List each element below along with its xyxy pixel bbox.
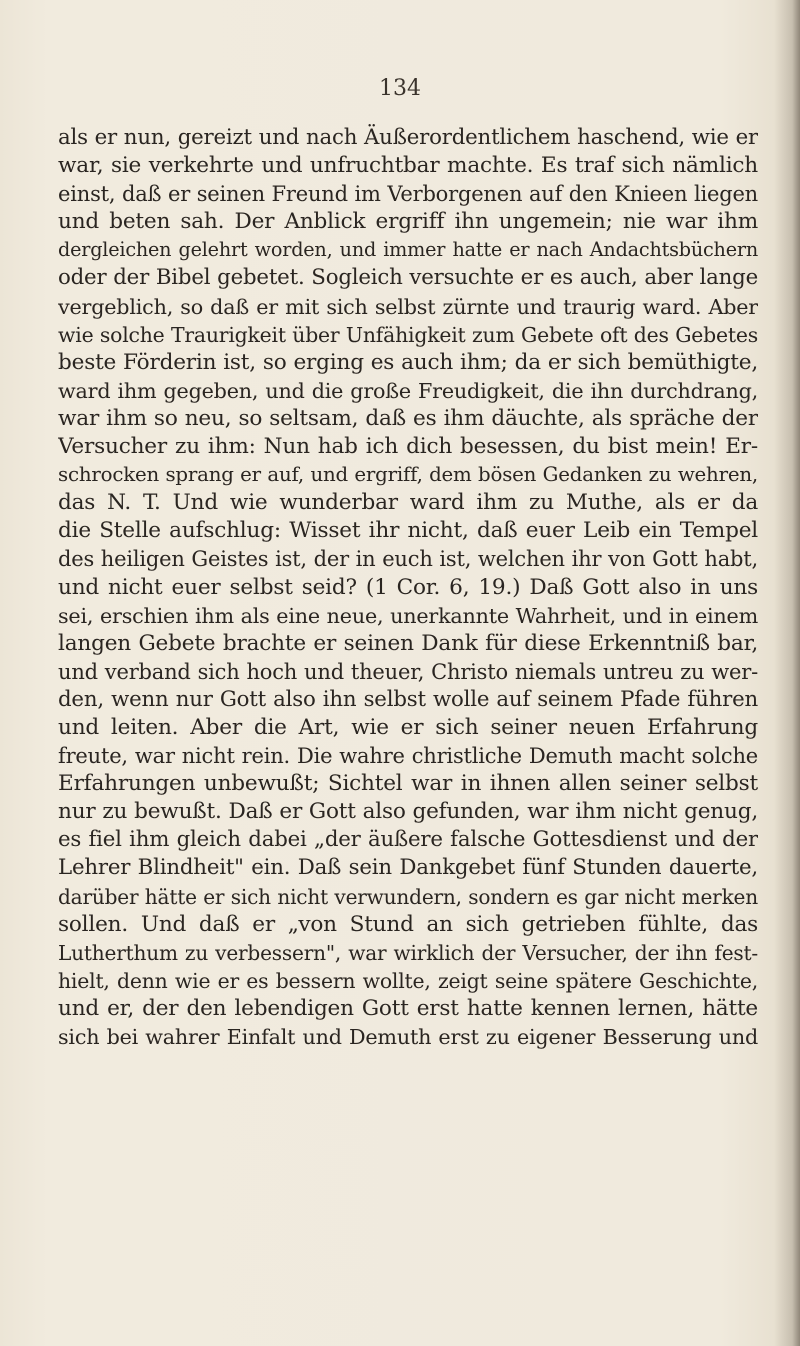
text-line: Versucher zu ihm: Nun hab ich dich besessen, du bist mein! Er- bbox=[58, 434, 758, 460]
text-line: Lehrer Blindheit" ein. Daß sein Dankgebet fünf Stunden dauerte, bbox=[58, 855, 758, 881]
text-line: und nicht euer selbst seid? (1 Cor. 6, 19.) Daß Gott also in uns bbox=[58, 574, 758, 600]
text-line: sich bei wahrer Einfalt und Demuth erst zu eigener Besserung und bbox=[58, 1025, 758, 1049]
text-line: Lutherthum zu verbessern", war wirklich der Versucher, der ihn fest- bbox=[58, 940, 758, 965]
text-line: das N. T. Und wie wunderbar ward ihm zu Muthe, als er da bbox=[58, 490, 758, 516]
text-line: dergleichen gelehrt worden, und immer hatte er nach Andachtsbüchern bbox=[58, 238, 758, 262]
text-line: beste Förderin ist, so erging es auch ihm; da er sich bemüthigte, bbox=[58, 349, 758, 375]
text-line: war ihm so neu, so seltsam, daß es ihm däuchte, als spräche der bbox=[58, 405, 758, 431]
text-line: ward ihm gegeben, und die große Freudigkeit, die ihn durchdrang, bbox=[58, 378, 758, 403]
text-line: und beten sah. Der Anblick ergriff ihn ungemein; nie war ihm bbox=[58, 209, 758, 235]
text-line: darüber hätte er sich nicht verwundern, sondern es gar nicht merken bbox=[58, 884, 758, 909]
text-line: den, wenn nur Gott also ihn selbst wolle auf seinem Pfade führen bbox=[58, 686, 758, 712]
text-line: und er, der den lebendigen Gott erst hatte kennen lernen, hätte bbox=[58, 995, 758, 1021]
text-line: freute, war nicht rein. Die wahre christliche Demuth macht solche bbox=[58, 744, 758, 769]
body-text bbox=[58, 124, 758, 1051]
text-line: sollen. Und daß er „von Stund an sich getrieben fühlte, das bbox=[58, 911, 758, 937]
text-line: hielt, denn wie er es bessern wollte, zeigt seine spätere Geschichte, bbox=[58, 968, 758, 993]
text-line: wie solche Traurigkeit über Unfähigkeit zum Gebete oft des Gebetes bbox=[58, 322, 758, 347]
text-line: vergeblich, so daß er mit sich selbst zürnte und traurig ward. Aber bbox=[58, 294, 758, 319]
page-edge-shadow bbox=[774, 0, 800, 1346]
text-line: einst, daß er seinen Freund im Verborgenen auf den Knieen liegen bbox=[58, 182, 758, 207]
text-line: langen Gebete brachte er seinen Dank für diese Erkenntniß bar, bbox=[58, 630, 758, 656]
text-line: die Stelle aufschlug: Wisset ihr nicht, daß euer Leib ein Tempel bbox=[58, 518, 758, 544]
text-line: oder der Bibel gebetet. Sogleich versuchte er es auch, aber lange bbox=[58, 265, 758, 291]
text-line: sei, erschien ihm als eine neue, unerkannte Wahrheit, und in einem bbox=[58, 603, 758, 628]
text-line: als er nun, gereizt und nach Äußerordentlichem haschend, wie er bbox=[58, 125, 758, 150]
text-line: und verband sich hoch und theuer, Christo niemals untreu zu wer- bbox=[58, 659, 758, 684]
text-line: und leiten. Aber die Art, wie er sich seiner neuen Erfahrung bbox=[58, 714, 758, 740]
text-line: schrocken sprang er auf, und ergriff, dem bösen Gedanken zu wehren, bbox=[58, 463, 758, 487]
text-line: es fiel ihm gleich dabei „der äußere falsche Gottesdienst und der bbox=[58, 827, 758, 853]
text-line: des heiligen Geistes ist, der in euch ist, welchen ihr von Gott habt, bbox=[58, 547, 758, 572]
text-line: nur zu bewußt. Daß er Gott also gefunden, war ihm nicht genug, bbox=[58, 799, 758, 825]
text-line: war, sie verkehrte und unfruchtbar machte. Es traf sich nämlich bbox=[58, 153, 758, 179]
page-number: 134 bbox=[379, 76, 421, 101]
text-line: Erfahrungen unbewußt; Sichtel war in ihnen allen seiner selbst bbox=[58, 771, 758, 797]
